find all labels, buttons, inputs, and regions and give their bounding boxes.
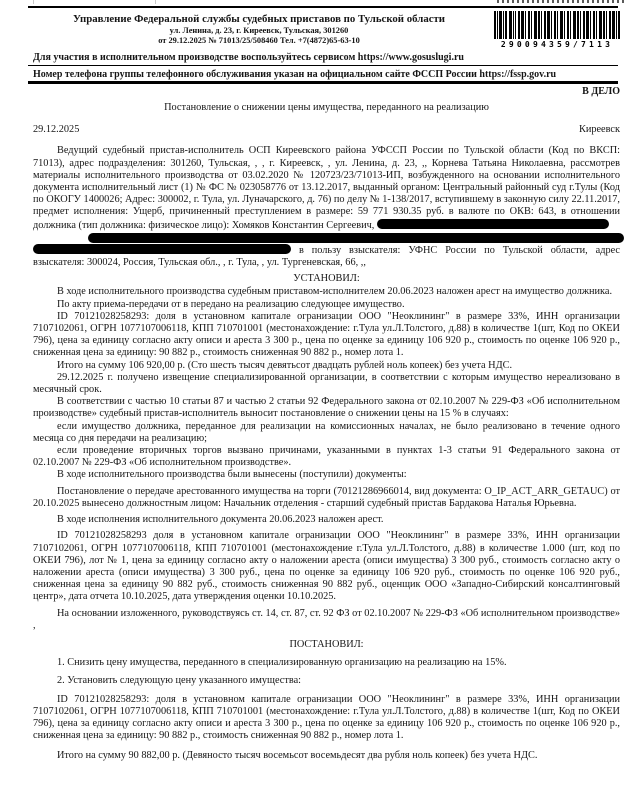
remnant-tick bbox=[33, 0, 34, 4]
ustanovil-paragraph: ID 70121028258293: доля в установном капитале огранизации ООО "Неоклининг" в размере 33%, ИНН организации 7107102061, ОГРН 1077107006118, КПП 710701001 (местонахождение: г.Тула ул.Л.Толстого, д.88) в количестве 1(шт, Код по ОКЕИ 796), цена за единицу согласно акту описи и ареста 3 300 р., цена по оценке за единицу 106 920 р., стоимость по оценке 106 920 р., сниженная цена за единицу: 90 882 р., стоимость сниженная 90 882 р., номер лота 1. bbox=[33, 310, 620, 359]
remnant-barcode-edge bbox=[497, 0, 626, 3]
org-name: Управление Федеральной службы судебных приставов по Тульской области bbox=[72, 13, 446, 25]
intro-paragraph bbox=[33, 145, 620, 231]
ustanovil-paragraph: В ходе исполнения исполнительного документа 20.06.2023 наложен арест. bbox=[57, 514, 384, 526]
barcode-digits: 290094359/7113 bbox=[500, 40, 614, 49]
postanovil-item-2: 2. Установить следующую цену указанного имущества: bbox=[57, 675, 302, 687]
postanovil-property-description: ID 70121028258293: доля в установном капитале огранизации ООО "Неоклининг" в размере 33%, ИНН организации 7107102061, ОГРН 1077107006118, КПП 710701001 (местонахождение: г.Тула ул.Л.Толстого, д.88) в количестве 1(шт, Код по ОКЕИ 796), цена за единицу согласно акту описи и ареста 3 300 р., цена по оценке за единицу 106 920 р., стоимость по оценке 106 920 р., сниженная цена за единицу: 90 882 р., стоимость сниженная 90 882 р., номер лота 1. bbox=[33, 693, 620, 742]
redaction-block bbox=[33, 232, 620, 244]
barcode-bars bbox=[494, 11, 620, 39]
ustanovil-paragraph: В ходе исполнительного производства были вынесены (поступили) документы: bbox=[57, 469, 407, 481]
barcode bbox=[494, 11, 620, 49]
ustanovil-paragraph: ID 70121028258293 доля в установном капитале огранизации ООО "Неоклининг" в размере 33%, ИНН организации 7107102061, ОГРН 1077107006118, КПП 710701001 (местонахождение г.Тула ул.Л.Толстого, д.88) в количестве 1.000 (шт, код по ОКЕИ 796), лот № 1, цена за единицу согласно акту о наложении ареста (описи имущества) 3 300 руб., стоимость согласно акту о наложении ареста (описи имущества) 3 300 руб., цена по оценке за единицу 106 920 руб., стоимость по оценке 106 920 руб., сниженная цена за единицу 90 882 руб., стоимость сниженная 90 882 руб., оценщик ООО «Западно-Сибирский консалтинговый центр», дата отчета 10.10.2025, дата утверждения оценки 10.10.2025. bbox=[33, 530, 620, 603]
ustanovil-heading: УСТАНОВИЛ: bbox=[293, 273, 360, 285]
intro-paragraph-2 bbox=[33, 244, 620, 269]
postanovil-item-1: 1. Снизить цену имущества, переданного в специализированную организацию на реализацию на 15%. bbox=[57, 657, 507, 669]
header-mid-rule bbox=[28, 65, 618, 66]
cropped-ui-remnant bbox=[0, 0, 632, 4]
redaction-bar bbox=[377, 219, 609, 229]
postanovil-heading: ПОСТАНОВИЛ: bbox=[289, 638, 364, 650]
document-date: 29.12.2025 bbox=[33, 124, 80, 136]
ustanovil-paragraph: Постановление о передаче арестованного имущества на торги (70121286966014, вид документа: O_IP_ACT_ARR_GETAUC) от 20.10.2025 вынесено должностным лицом: Начальник отделения - старший судебный пристав Бардакова Наталья Юрьевна. bbox=[33, 485, 620, 509]
doc-reference: от 29.12.2025 № 71013/25/508460 Тел. +7(4872)65-63-10 bbox=[158, 36, 360, 45]
ustanovil-paragraph: если проведение вторичных торгов вызвано причинами, указанными в пунктах 1-3 статьи 91 Федерального закона от 02.10.2007 № 229-ФЗ «Об исполнительном производстве». bbox=[33, 445, 620, 469]
ustanovil-paragraph-itogo: Итого на сумму 106 920,00 р. (Сто шесть тысяч девятьсот двадцать рублей ноль копеек) без учета НДС. bbox=[57, 359, 513, 371]
ustanovil-paragraph: В соответствии с частью 10 статьи 87 и частью 2 статьи 92 Федерального закона от 02.10.2007 № 229-ФЗ «Об исполнительном производстве» судебный пристав-исполнитель выносит постановление о снижении цены на 15 % в случаях: bbox=[33, 396, 620, 420]
redaction-bar bbox=[33, 244, 291, 254]
ustanovil-paragraph: По акту приема-передачи от в передано на реализацию следующее имущество. bbox=[57, 298, 405, 310]
dateline bbox=[33, 124, 620, 136]
intro-text-1: Ведущий судебный пристав-исполнитель ОСП Киреевского района УФССП России по Тульской области (Код по ВКСП: 71013), адрес подразделения: 301260, Тульская, , , г. Киреевск, , ул. Ленина, д. 23, ,, Корнева Татьяна Николаевна, рассмотрев материалы исполнительного производства от 03.02.2020 № 120723/23/71013-ИП, возбужденного на основании исполнительного документа исполнительный лист (1) № ФС № 023058776 от 13.12.2017, выданный органом: Центральный районный суд г.Тулы (Код по ОКОГУ 1400026; Адрес: 300002, г. Тула, ул. Луначарского, д. 76) по делу № 1-138/2017, вступившему в законную силу 22.11.2017, предмет исполнения: Ущерб, причиненный преступлением в размере: 59 771 930.35 руб. в валюте по ОКВ: 643, в отношении должника (тип должника: физическое лицо): Хомяков Константин Сергеевич, bbox=[33, 145, 620, 231]
ustanovil-paragraph: В ходе исполнительного производства судебным приставом-исполнителем 20.06.2023 наложен арест на имущество должника. bbox=[57, 286, 613, 298]
notice-phone: Номер телефона группы телефонного обслуживания указан на официальном сайте ФССП России https://fssp.gov.ru bbox=[33, 69, 557, 80]
redaction-bar bbox=[88, 233, 624, 243]
document-title: Постановление о снижении цены имущества, переданного на реализацию bbox=[164, 102, 489, 113]
ustanovil-paragraph: если имущество должника, переданное для реализации на комиссионных началах, не было реализовано в течение одного месяца со дня передачи на реализацию; bbox=[33, 420, 620, 444]
notice-gosuslugi: Для участия в исполнительном производстве воспользуйтесь сервисом https://www.gosuslugi.ru bbox=[33, 52, 464, 63]
org-address: ул. Ленина, д. 23, г. Киреевск, Тульская, 301260 bbox=[169, 26, 349, 35]
ustanovil-paragraph: На основании изложенного, руководствуясь ст. 14, ст. 87, ст. 92 ФЗ от 02.10.2007 № 229-ФЗ «Об исполнительном производстве» , bbox=[33, 607, 620, 631]
ustanovil-paragraph: 29.12.2025 г. получено извещение специализированной организации, в соответствии с которым имущество нереализовано в месячный срок. bbox=[33, 371, 620, 396]
document-city: Киреевск bbox=[578, 124, 620, 136]
document-body bbox=[33, 100, 620, 763]
postanovil-total: Итого на сумму 90 882,00 р. (Девяносто тысяч восемьсот восемьдесят два рубля ноль копеек) без учета НДС. bbox=[57, 750, 538, 762]
case-mark: В ДЕЛО bbox=[582, 86, 620, 97]
letterhead bbox=[30, 13, 488, 46]
intro-text-2: в пользу взыскателя: УФНС России по Тульской области, адрес взыскателя: 300024, Россия, Тульская обл., , г. Тула, , ул. Тургеневская, 66, ,, bbox=[33, 244, 620, 269]
header-top-rule bbox=[28, 6, 618, 8]
header-bottom-rule bbox=[28, 81, 618, 84]
remnant-tick bbox=[155, 0, 156, 4]
